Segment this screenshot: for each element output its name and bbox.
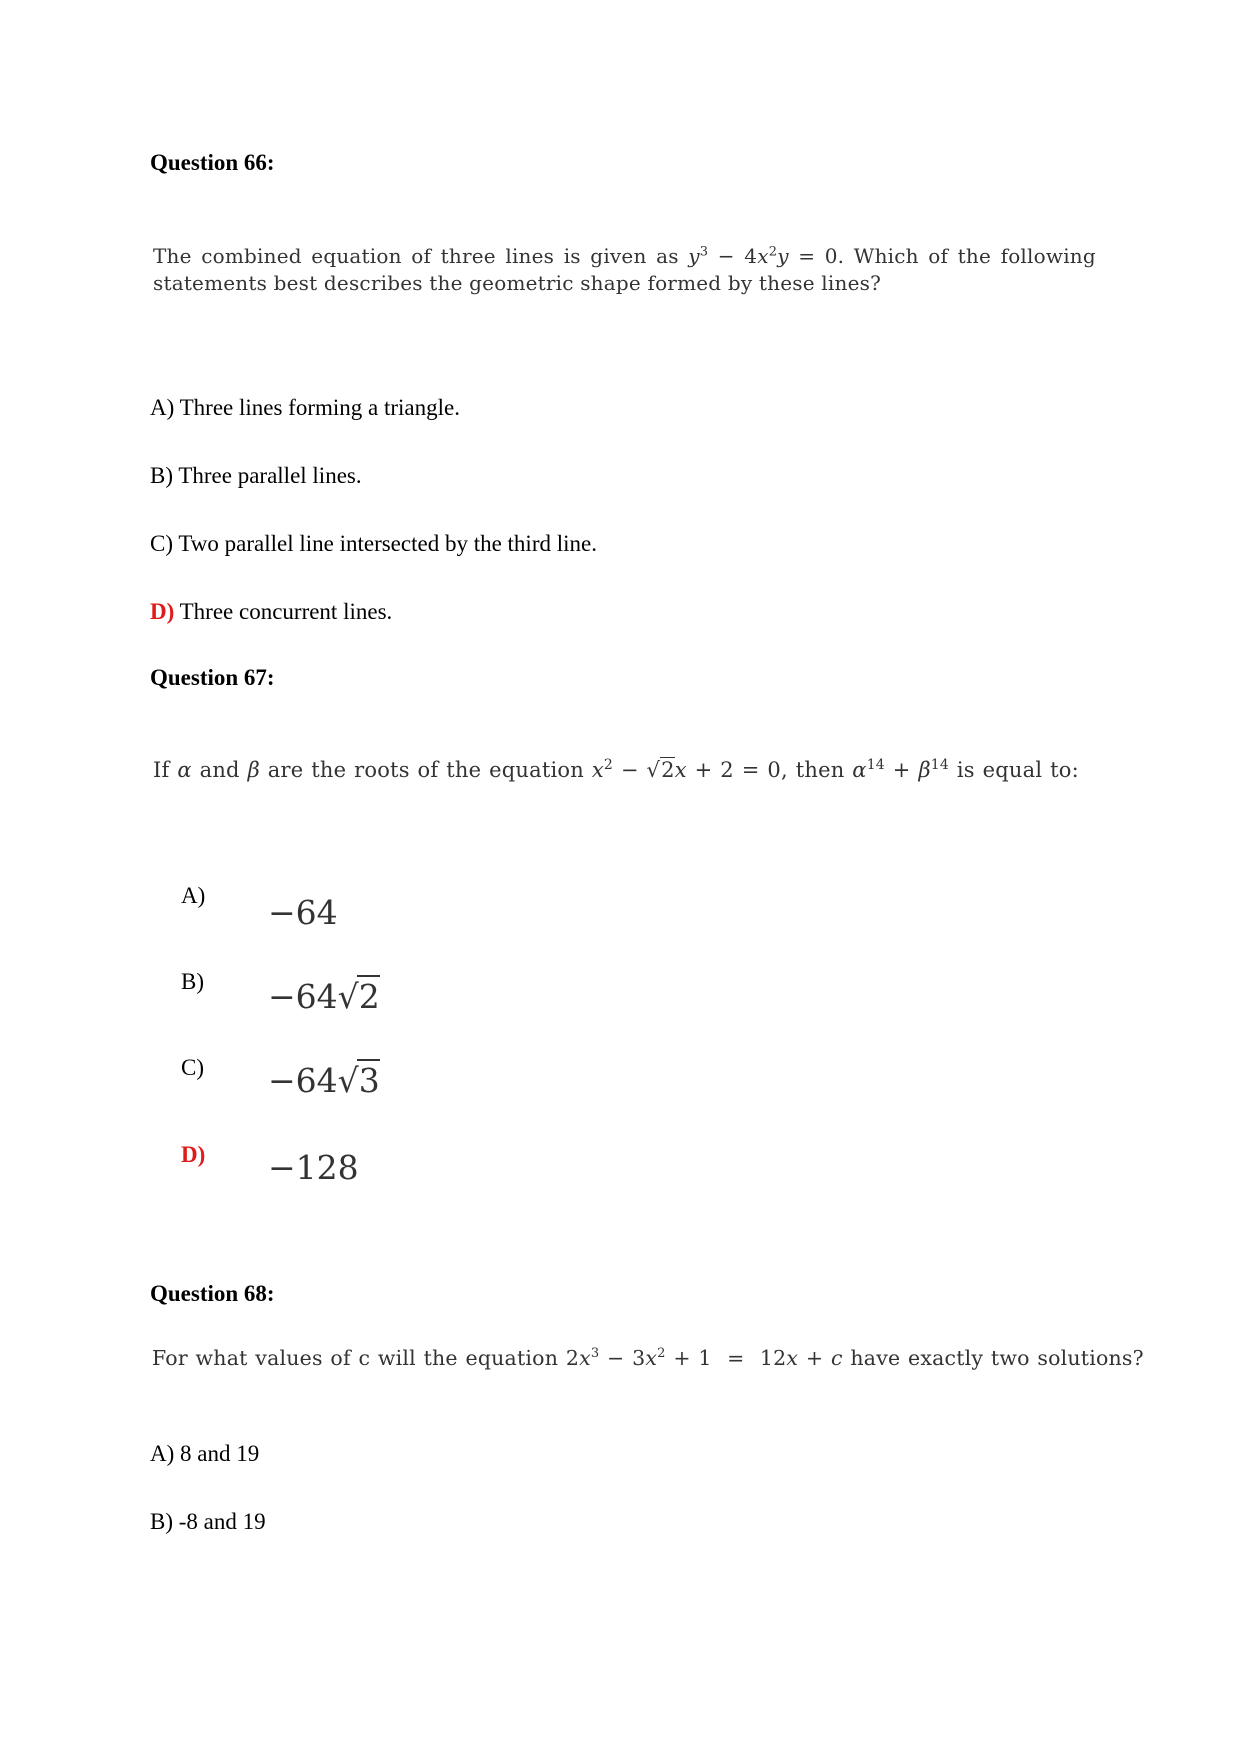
question-67-option-a-value: −64 <box>268 893 338 932</box>
question-67-option-d[interactable] <box>181 1142 205 1168</box>
question-68-option-a[interactable]: A) 8 and 19 <box>150 1441 260 1466</box>
question-67-text: If α and β are the roots of the equation $x^2 - √2x + 2 = 0$, then $\alpha^{14} + \beta^{14}$ is equal to: <box>153 757 1079 782</box>
correct-answer-label: D) <box>150 599 175 624</box>
question-68-option-b[interactable]: B) -8 and 19 <box>150 1509 266 1534</box>
question-67-option-d-value: −128 <box>268 1148 359 1187</box>
question-68-text: For what values of c will the equation $2x^3 - 3x^2 + 1 = 12x + c$ have exactly two solutions? <box>152 1346 1144 1370</box>
question-67-heading: Question 67: <box>150 665 275 690</box>
correct-answer-label: D) <box>181 1142 206 1167</box>
question-66-option-b[interactable]: B) Three parallel lines. <box>150 463 362 488</box>
question-66-text <box>153 244 1096 295</box>
question-66-option-c[interactable]: C) Two parallel line intersected by the third line. <box>150 531 597 556</box>
question-66-line-2: statements best describes the geometric shape formed by these lines? <box>153 271 881 295</box>
question-67-option-c[interactable]: C) <box>181 1055 204 1080</box>
question-67-option-c-value: −64√3 <box>268 1061 380 1100</box>
question-67-option-b[interactable]: B) <box>181 969 204 994</box>
question-67-option-a[interactable]: A) <box>181 883 206 908</box>
question-67-option-b-value: −64√2 <box>268 977 380 1016</box>
question-66-heading: Question 66: <box>150 150 275 175</box>
question-66-option-a[interactable]: A) Three lines forming a triangle. <box>150 395 460 420</box>
question-66-line-1: The combined equation of three lines is given as $y^3 - 4x^2y = 0$. Which of the following <box>153 244 1096 268</box>
question-68-heading: Question 68: <box>150 1281 275 1306</box>
question-66-option-d[interactable]: D) Three concurrent lines. <box>150 599 393 624</box>
